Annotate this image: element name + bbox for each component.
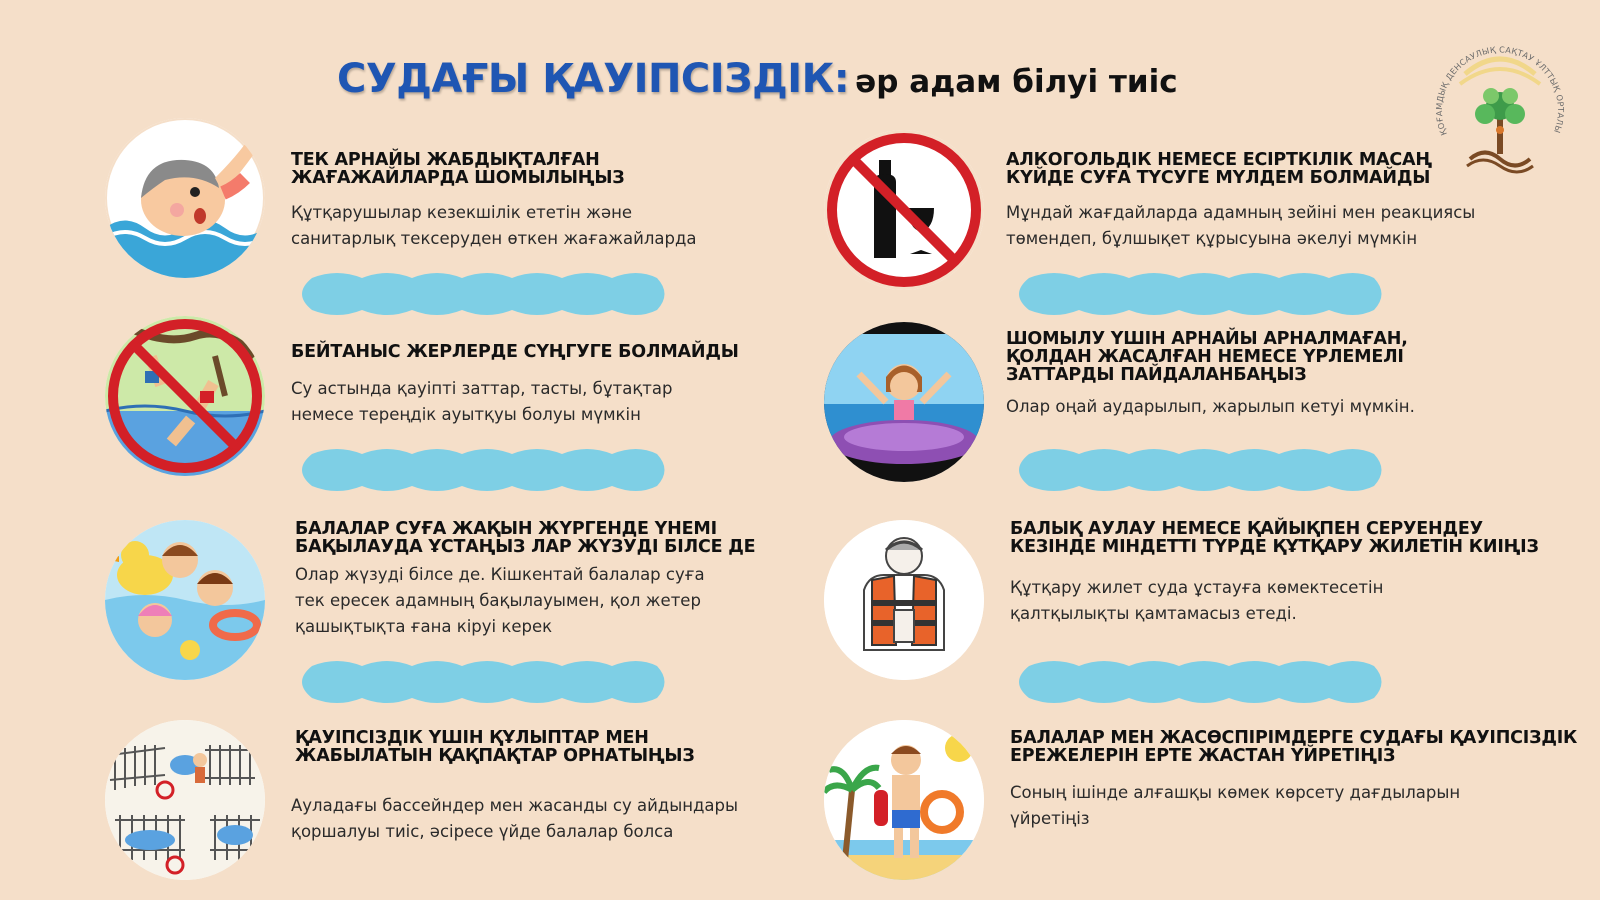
title-subtitle: әр адам білуі тиіс [855, 64, 1178, 100]
item-4-title: ШОМЫЛУ ҮШІН АРНАЙЫ АРНАЛМАҒАН, ҚОЛДАН ЖАСАЛҒАН НЕМЕСЕ ҮРЛЕМЕЛІ ЗАТТАРДЫ ПАЙДАЛАНБАҢЫЗ [1006, 329, 1408, 385]
no-alcohol-icon [824, 130, 984, 290]
pool-fence-icon [105, 720, 265, 880]
item-4-blob [1009, 444, 1389, 496]
item-5-image [105, 520, 265, 680]
title-main: СУДАҒЫ ҚАУІПСІЗДІК: [337, 56, 850, 102]
item-1-image [105, 118, 265, 278]
item-4-image [824, 322, 984, 482]
item-2-title: АЛКОГОЛЬДІК НЕМЕСЕ ЕСІРТКІЛІК МАСАҢ КҮЙДЕ СУҒА ТҮСУГЕ МҮЛДЕМ БОЛМАЙДЫ [1006, 150, 1432, 188]
life-vest-icon [824, 520, 984, 680]
lifeguard-icon [824, 720, 984, 880]
item-1-description: Құтқарушылар кезекшілік ететін және санитарлық тексеруден өткен жағажайларда [291, 203, 697, 248]
item-8-description: Соның ішінде алғашқы көмек көрсету дағдыларын үйретіңіз [1010, 783, 1461, 828]
no-diving-icon [105, 316, 265, 476]
item-2-image [824, 130, 984, 290]
svg-text:ҚОҒАМДЫҚ ДЕНСАУЛЫҚ САҚТАУ ҰЛТТ [1425, 34, 1566, 137]
children-swimming-icon [105, 520, 265, 680]
inflatable-mattress-icon [824, 322, 984, 482]
item-8-title: БАЛАЛАР МЕН ЖАСӨСПІРІМДЕРГЕ СУДАҒЫ ҚАУІПСІЗДІК ЕРЕЖЕЛЕРІН ЕРТЕ ЖАСТАН ҮЙРЕТІҢІЗ [1010, 728, 1578, 766]
logo [1425, 34, 1575, 184]
logo-ring-text: ҚОҒАМДЫҚ ДЕНСАУЛЫҚ САҚТАУ ҰЛТТЫҚ ОРТАЛЫ [1433, 44, 1567, 138]
swimming-child-icon [105, 118, 265, 278]
item-7-title: ҚАУІПСІЗДІК ҮШІН ҚҰЛЫПТАР МЕН ЖАБЫЛАТЫН ҚАҚПАҚТАР ОРНАТЫҢЫЗ [295, 728, 695, 766]
tree-logo-icon [1425, 34, 1575, 184]
item-3-title: БЕЙТАНЫС ЖЕРЛЕРДЕ СҮҢГУГЕ БОЛМАЙДЫ [291, 342, 739, 362]
item-7-image [105, 720, 265, 880]
item-1-title: ТЕК АРНАЙЫ ЖАБДЫҚТАЛҒАН ЖАҒАЖАЙЛАРДА ШОМЫЛЫҢЫЗ [291, 150, 625, 188]
item-3-description: Су астында қауіпті заттар, тасты, бұтақтар немесе тереңдік ауытқуы болуы мүмкін [291, 379, 673, 424]
item-4-description: Олар оңай аударылып, жарылып кетуі мүмкін. [1006, 397, 1415, 416]
item-8-image [824, 720, 984, 880]
item-7-description: Ауладағы бассейндер мен жасанды су айдындары қоршалуы тиіс, әсіресе үйде балалар болса [291, 796, 739, 841]
page-title [337, 56, 1178, 102]
item-1-blob [292, 268, 672, 320]
item-6-blob [1009, 656, 1389, 708]
item-3-image [105, 316, 265, 476]
item-6-image [824, 520, 984, 680]
item-5-blob [292, 656, 672, 708]
item-2-blob [1009, 268, 1389, 320]
item-3-blob [292, 444, 672, 496]
item-6-description: Құтқару жилет суда ұстауға көмектесетін қалтқылықты қамтамасыз етеді. [1010, 578, 1384, 623]
item-5-description: Олар жүзуді білсе де. Кішкентай балалар суға тек ересек адамның бақылауымен, қол жетер қашықтықта ғана кіруі керек [295, 565, 705, 636]
item-6-title: БАЛЫҚ АУЛАУ НЕМЕСЕ ҚАЙЫҚПЕН СЕРУЕНДЕУ КЕЗІНДЕ МІНДЕТТІ ТҮРДЕ ҚҰТҚАРУ ЖИЛЕТІН КИІҢІЗ [1010, 519, 1539, 557]
item-5-title: БАЛАЛАР СУҒА ЖАҚЫН ЖҮРГЕНДЕ ҮНЕМІ БАҚЫЛАУДА ҰСТАҢЫЗ ЛАР ЖҮЗУДІ БІЛСЕ ДЕ [295, 519, 756, 557]
item-2-description: Мұндай жағдайларда адамның зейіні мен реакциясы төмендеп, бұлшықет құрысуына әкелуі мүмкін [1006, 203, 1476, 248]
